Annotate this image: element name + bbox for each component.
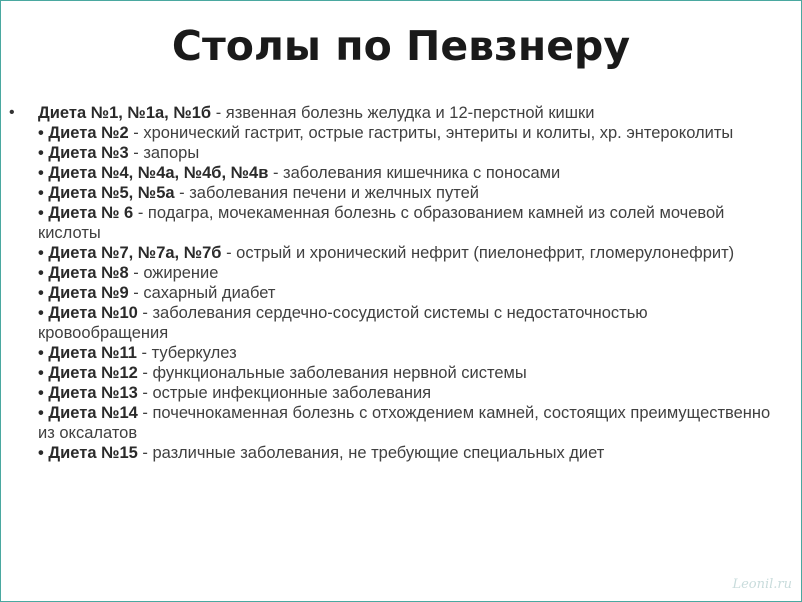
- diet-name: Диета №3: [48, 144, 129, 162]
- diet-name: Диета №12: [48, 364, 138, 382]
- list-item: [38, 343, 778, 363]
- diet-name: Диета №4, №4а, №4б, №4в: [48, 164, 269, 182]
- diet-name: Диета №1, №1а, №1б: [38, 104, 212, 122]
- list-item: [38, 203, 778, 243]
- diet-description: - различные заболевания, не требующие специальных диет: [137, 444, 605, 462]
- item-bullet: •: [38, 244, 49, 262]
- diet-description: - острые инфекционные заболевания: [137, 384, 432, 402]
- list-item: [38, 143, 778, 163]
- item-bullet: •: [38, 264, 49, 282]
- diet-description: - подагра, мочекаменная болезнь с образованием камней из солей мочевой кислоты: [38, 204, 725, 242]
- diet-name: Диета №7, №7а, №7б: [48, 244, 222, 262]
- item-bullet: •: [38, 404, 49, 422]
- item-bullet: •: [38, 284, 49, 302]
- item-bullet: •: [38, 204, 49, 222]
- diet-name: Диета №2: [48, 124, 129, 142]
- diet-name: Диета №5, №5а: [48, 184, 175, 202]
- diet-name: Диета №13: [48, 384, 138, 402]
- diet-description: - заболевания сердечно-сосудистой системы с недостаточностью кровообращения: [38, 304, 648, 342]
- list-item: [38, 103, 778, 123]
- diet-description: - запоры: [128, 144, 200, 162]
- item-bullet: •: [38, 144, 49, 162]
- diet-description: - сахарный диабет: [128, 284, 276, 302]
- list-item: [38, 263, 778, 283]
- item-bullet: •: [38, 364, 49, 382]
- diet-description: - заболевания печени и желчных путей: [174, 184, 479, 202]
- list-item: [38, 243, 778, 263]
- diet-description: - язвенная болезнь желудка и 12-перстной кишки: [211, 104, 595, 122]
- item-bullet: •: [38, 184, 49, 202]
- item-bullet: •: [38, 444, 49, 462]
- list-item: [38, 303, 778, 343]
- diet-description: - заболевания кишечника с поносами: [268, 164, 561, 182]
- list-item: [38, 383, 778, 403]
- diet-list: [38, 103, 778, 463]
- main-bullet: •: [9, 104, 15, 121]
- item-bullet: •: [38, 344, 49, 362]
- diet-description: - функциональные заболевания нервной системы: [137, 364, 527, 382]
- item-bullet: •: [38, 124, 49, 142]
- diet-description: - почечнокаменная болезнь с отхождением камней, состоящих преимущественно из оксалатов: [38, 404, 771, 442]
- watermark: Leonil.ru: [732, 577, 792, 592]
- diet-description: - острый и хронический нефрит (пиелонефрит, гломерулонефрит): [221, 244, 735, 262]
- list-item: [38, 283, 778, 303]
- diet-name: Диета № 6: [48, 204, 134, 222]
- list-item: [38, 363, 778, 383]
- list-item: [38, 163, 778, 183]
- list-item: [38, 403, 778, 443]
- diet-name: Диета №9: [48, 284, 129, 302]
- diet-description: - туберкулез: [136, 344, 237, 362]
- diet-name: Диета №10: [48, 304, 138, 322]
- diet-name: Диета №14: [48, 404, 138, 422]
- list-item: [38, 183, 778, 203]
- diet-description: - хронический гастрит, острые гастриты, энтериты и колиты, хр. энтероколиты: [128, 124, 734, 142]
- diet-name: Диета №15: [48, 444, 138, 462]
- diet-name: Диета №8: [48, 264, 129, 282]
- list-item: [38, 123, 778, 143]
- diet-description: - ожирение: [128, 264, 219, 282]
- item-bullet: •: [38, 384, 49, 402]
- diet-name: Диета №11: [48, 344, 137, 362]
- item-bullet: •: [38, 304, 49, 322]
- item-bullet: •: [38, 164, 49, 182]
- list-item: [38, 443, 778, 463]
- page-title: Столы по Певзнеру: [171, 22, 631, 70]
